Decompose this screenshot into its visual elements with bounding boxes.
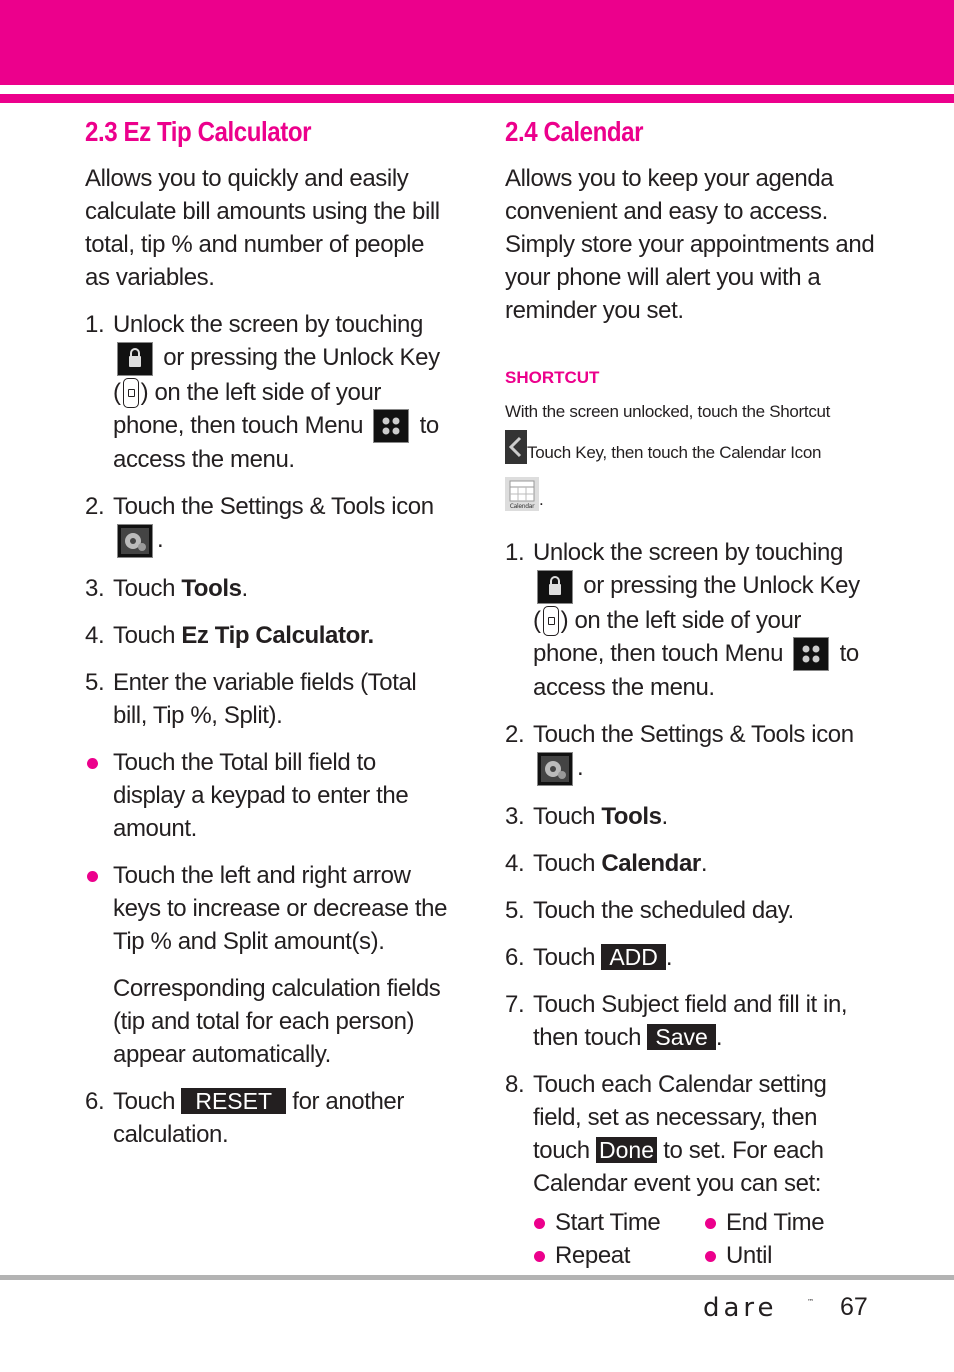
step-3: 3. Touch Tools. bbox=[505, 802, 668, 830]
settings-tools-icon bbox=[537, 752, 573, 786]
step-2: 2. Touch the Settings & Tools icon . bbox=[85, 490, 450, 558]
option-end-time: End Time bbox=[704, 1206, 875, 1239]
settings-tools-icon bbox=[117, 524, 153, 558]
section-title: 2.4 Calendar bbox=[505, 116, 644, 147]
step-2: 2. Touch the Settings & Tools icon . bbox=[505, 718, 875, 786]
section-ez-tip-calculator bbox=[85, 112, 450, 1151]
shortcut-key-icon bbox=[505, 430, 527, 477]
bullet-dot bbox=[87, 758, 98, 769]
done-softkey: Done bbox=[596, 1137, 657, 1163]
step-6: 6. Touch ADD . bbox=[505, 943, 673, 971]
header-bar bbox=[0, 0, 954, 85]
header-rule bbox=[0, 94, 954, 103]
event-options bbox=[505, 1206, 875, 1272]
step-3: 3. Touch Tools. bbox=[85, 574, 248, 602]
reset-softkey: RESET bbox=[181, 1088, 286, 1114]
bullet-arrow-keys: Touch the left and right arrow keys to increase or decrease the Tip % and Split amount(s). bbox=[85, 859, 450, 958]
note-text: Corresponding calculation fields (tip and total for each person) appear automatically. bbox=[113, 974, 441, 1068]
menu-icon bbox=[793, 637, 829, 671]
svg-text:dare: dare bbox=[703, 1296, 778, 1322]
bullet-dot bbox=[534, 1251, 545, 1262]
unlock-key-icon bbox=[123, 378, 139, 408]
menu-icon bbox=[373, 409, 409, 443]
footer-rule bbox=[0, 1275, 954, 1280]
step-1: 1. Unlock the screen by touching or pressing the Unlock Key ( ) on the left side of your phone, then touch Menu to access the menu. bbox=[505, 539, 860, 702]
section-title: 2.3 Ez Tip Calculator bbox=[85, 116, 312, 147]
shortcut-label: SHORTCUT bbox=[505, 368, 600, 387]
bullet-dot bbox=[534, 1218, 545, 1229]
step-5: 5. Touch the scheduled day. bbox=[505, 896, 794, 924]
bullet-dot bbox=[87, 871, 98, 882]
step-4: 4. Touch Ez Tip Calculator. bbox=[85, 621, 374, 649]
unlock-key-icon bbox=[543, 606, 559, 636]
bullet-total-bill: Touch the Total bill field to display a keypad to enter the amount. bbox=[85, 746, 450, 845]
calendar-icon bbox=[505, 477, 539, 524]
step-4: 4. Touch Calendar. bbox=[505, 849, 708, 877]
option-start-time: Start Time bbox=[533, 1206, 704, 1239]
option-repeat: Repeat bbox=[533, 1239, 704, 1272]
lock-icon bbox=[117, 342, 153, 376]
step-6: 6. Touch RESET for another calculation. bbox=[85, 1087, 404, 1148]
svg-text:™: ™ bbox=[807, 1298, 814, 1306]
page-number: 67 bbox=[840, 1293, 868, 1321]
save-softkey: Save bbox=[647, 1024, 715, 1050]
intro-text: Allows you to quickly and easily calculate bill amounts using the bill total, tip % and number of people as variables. bbox=[85, 165, 440, 291]
lock-icon bbox=[537, 570, 573, 604]
add-softkey: ADD bbox=[601, 944, 666, 970]
step-1: 1. Unlock the screen by touching or pressing the Unlock Key ( ) on the left side of your phone, then touch Menu to access the menu. bbox=[85, 311, 440, 474]
option-until: Until bbox=[704, 1239, 875, 1272]
bullet-dot bbox=[705, 1251, 716, 1262]
shortcut-text: With the screen unlocked, touch the Shortcut Touch Key, then touch the Calendar Icon Calendar . bbox=[505, 394, 875, 524]
dare-logo bbox=[703, 1296, 815, 1327]
bullet-dot bbox=[705, 1218, 716, 1229]
step-8: 8. Touch each Calendar setting field, set as necessary, then touch Done to set. For each Calendar event you can set: bbox=[505, 1070, 827, 1197]
section-calendar bbox=[505, 112, 875, 1272]
step-7: 7. Touch Subject field and fill it in, then touch Save . bbox=[505, 990, 848, 1051]
intro-text: Allows you to keep your agenda convenient and easy to access. Simply store your appointments and your phone will alert you with a reminder you set. bbox=[505, 165, 875, 324]
step-5: 5. Enter the variable fields (Total bill, Tip %, Split). bbox=[85, 668, 417, 729]
svg-text:Calendar: Calendar bbox=[509, 503, 535, 510]
